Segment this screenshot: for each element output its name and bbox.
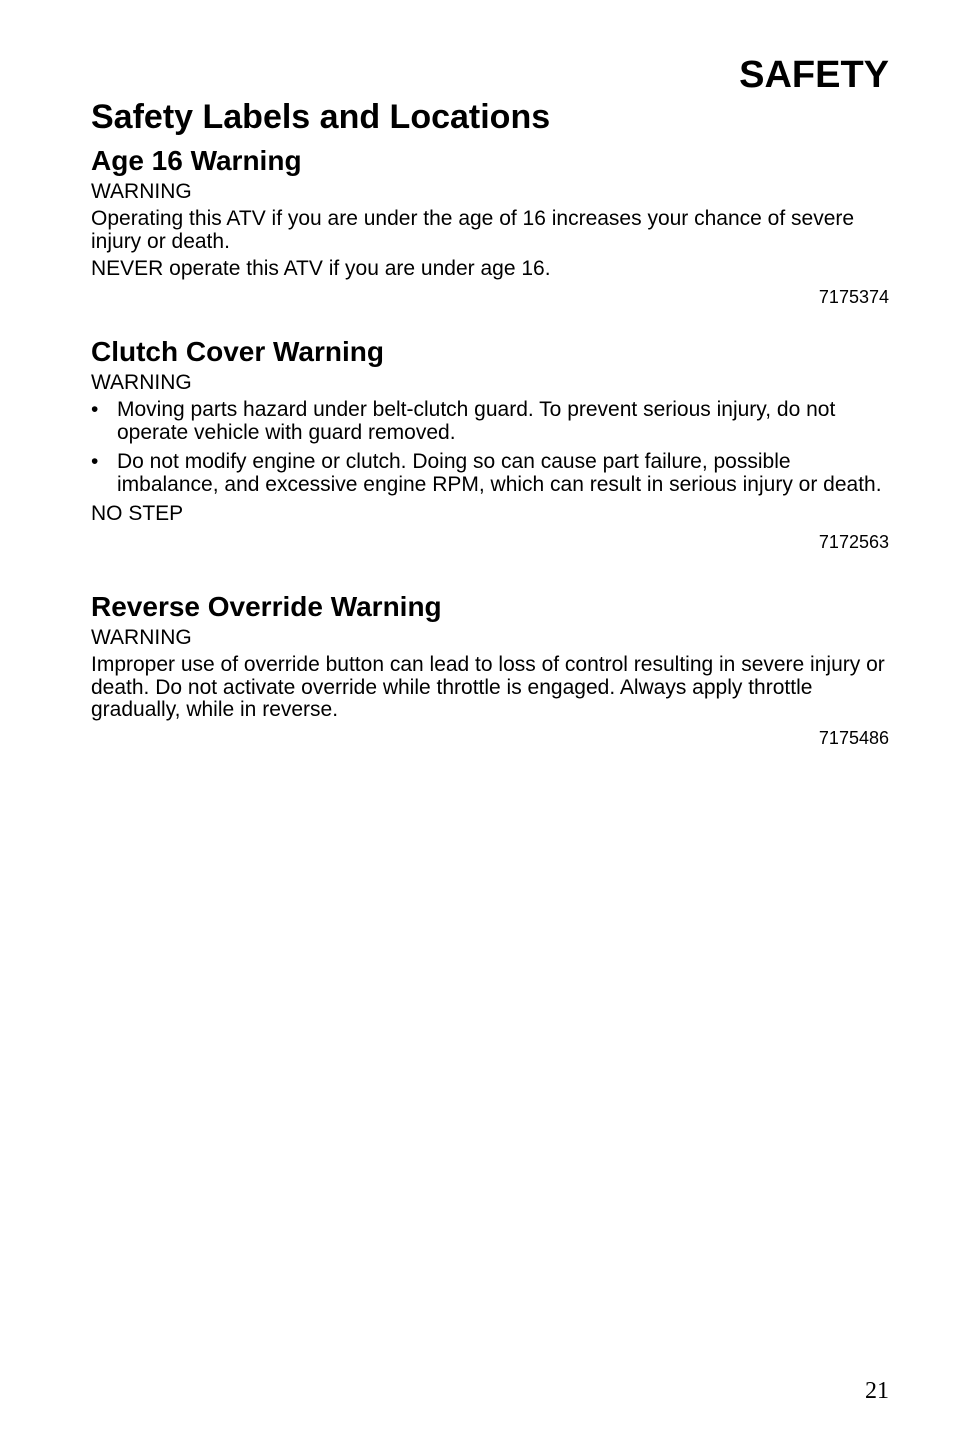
warning-label: WARNING <box>91 180 192 203</box>
warning-text: Improper use of override button can lead to loss of control resulting in severe injury or death. Do not activate override while throttle is engaged. Always apply throttle gradually, while in reverse. <box>91 653 885 721</box>
warning-note: NO STEP <box>91 502 184 525</box>
clutch-cover-warning-section <box>91 335 889 553</box>
warning-label: WARNING <box>91 371 192 394</box>
bullet-icon: • <box>91 398 99 421</box>
reverse-override-warning-section <box>91 590 889 749</box>
page-title: Safety Labels and Locations <box>91 98 551 136</box>
age-16-warning-section <box>91 144 889 308</box>
warning-text: Operating this ATV if you are under the age of 16 increases your chance of severe injury or death. <box>91 207 855 253</box>
manual-page <box>91 0 889 1454</box>
bullet-text: Moving parts hazard under belt-clutch guard. To prevent serious injury, do not operate vehicle with guard removed. <box>117 398 836 444</box>
page-number: 21 <box>865 1378 889 1404</box>
section-heading: Age 16 Warning <box>91 145 302 176</box>
warning-label: WARNING <box>91 626 192 649</box>
list-item <box>91 399 889 444</box>
warning-bullet-list <box>91 399 889 496</box>
bullet-icon: • <box>91 450 99 473</box>
warning-text: NEVER operate this ATV if you are under age 16. <box>91 257 551 280</box>
label-part-number: 7175374 <box>818 286 889 307</box>
list-item <box>91 451 889 496</box>
chapter-title: SAFETY <box>739 54 889 96</box>
section-heading: Clutch Cover Warning <box>91 336 384 367</box>
label-part-number: 7175486 <box>818 727 889 748</box>
label-part-number: 7172563 <box>818 531 889 552</box>
section-heading: Reverse Override Warning <box>91 591 442 622</box>
bullet-text: Do not modify engine or clutch. Doing so can cause part failure, possible imbalance, and excessive engine RPM, which can result in serious injury or death. <box>117 450 882 496</box>
